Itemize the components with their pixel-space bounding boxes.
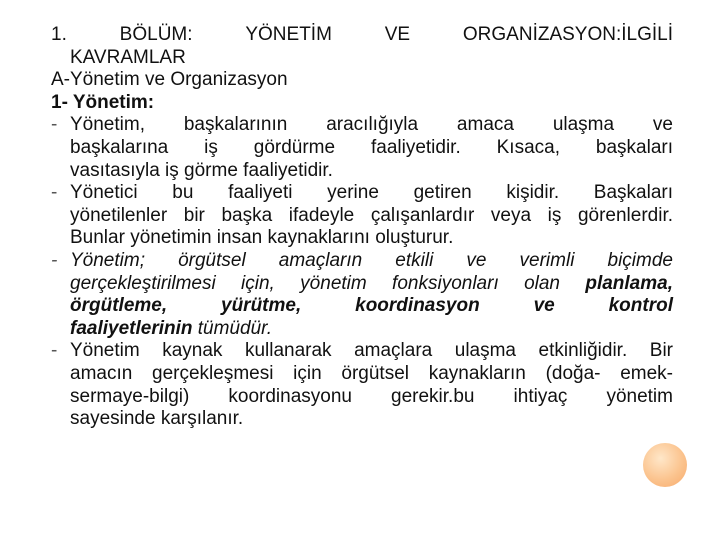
bullet-dash: - [51,340,58,362]
bullet-text [70,182,673,250]
bold-terms-line: örgütleme, yürütme, koordinasyon ve kontrol [70,295,673,317]
text-line: sermaye-bilgi) koordinasyonu gerekir.bu ihtiyaç yönetim [70,385,673,407]
bullet-text [70,340,673,430]
bold-term-planlama: planlama, [585,272,673,294]
text-line: sayesinde karşılanır. [70,408,244,430]
section-heading: 1- Yönetim: [51,91,155,113]
text-line: Yönetim; örgütsel amaçların etkili ve verimli biçimde [70,249,673,271]
title-word-organizasyon: ORGANİZASYON:İLGİLİ [462,24,673,45]
bullet-item-4 [51,340,673,430]
text-span: gerçekleştirilmesi için, yönetim fonksiyonları olan [70,272,586,294]
text-line: yönetilenler bir başka ifadeyle çalışanlardır veya iş görenlerdir. [70,204,673,226]
bullet-item-1 [51,114,673,182]
subtitle: A-Yönetim ve Organizasyon [51,69,288,91]
bullet-text [70,250,673,340]
title-line-1 [51,24,673,47]
bold-term-faaliyetlerinin: faaliyetlerinin [70,317,193,339]
text-line [70,273,673,296]
title-number: 1. [51,24,67,45]
title-word-ve: VE [384,24,411,45]
bullet-dash: - [51,249,58,271]
bullet-item-2 [51,182,673,250]
title-line-2: KAVRAMLAR [70,46,186,68]
decorative-circle [643,443,687,487]
text-line: Yönetim, başkalarının aracılığıyla amaca ulaşma ve [70,114,673,136]
title-word-yonetim: YÖNETİM [245,24,332,45]
bullet-text [70,114,673,182]
text-line: vasıtasıyla iş görme faaliyetidir. [70,159,333,181]
slide-content [51,24,673,431]
bullet-item-3 [51,250,673,340]
text-line: amacın gerçekleşmesi için örgütsel kaynakların (doğa- emek- [70,362,673,384]
title-word-bolum: BÖLÜM: [119,24,193,45]
bullet-dash: - [51,182,58,204]
text-line: başkalarına iş gördürme faaliyetidir. Kısaca, başkaları [70,136,673,158]
text-line: Bunlar yönetimin insan kaynaklarını oluşturur. [70,227,454,249]
text-line: Yönetici bu faaliyeti yerine getiren kişidir. Başkaları [70,182,673,204]
text-line: Yönetim kaynak kullanarak amaçlara ulaşma etkinliğidir. Bir [70,340,673,362]
bullet-dash: - [51,114,58,136]
text-span: tümüdür. [192,317,273,339]
text-line [70,318,673,341]
